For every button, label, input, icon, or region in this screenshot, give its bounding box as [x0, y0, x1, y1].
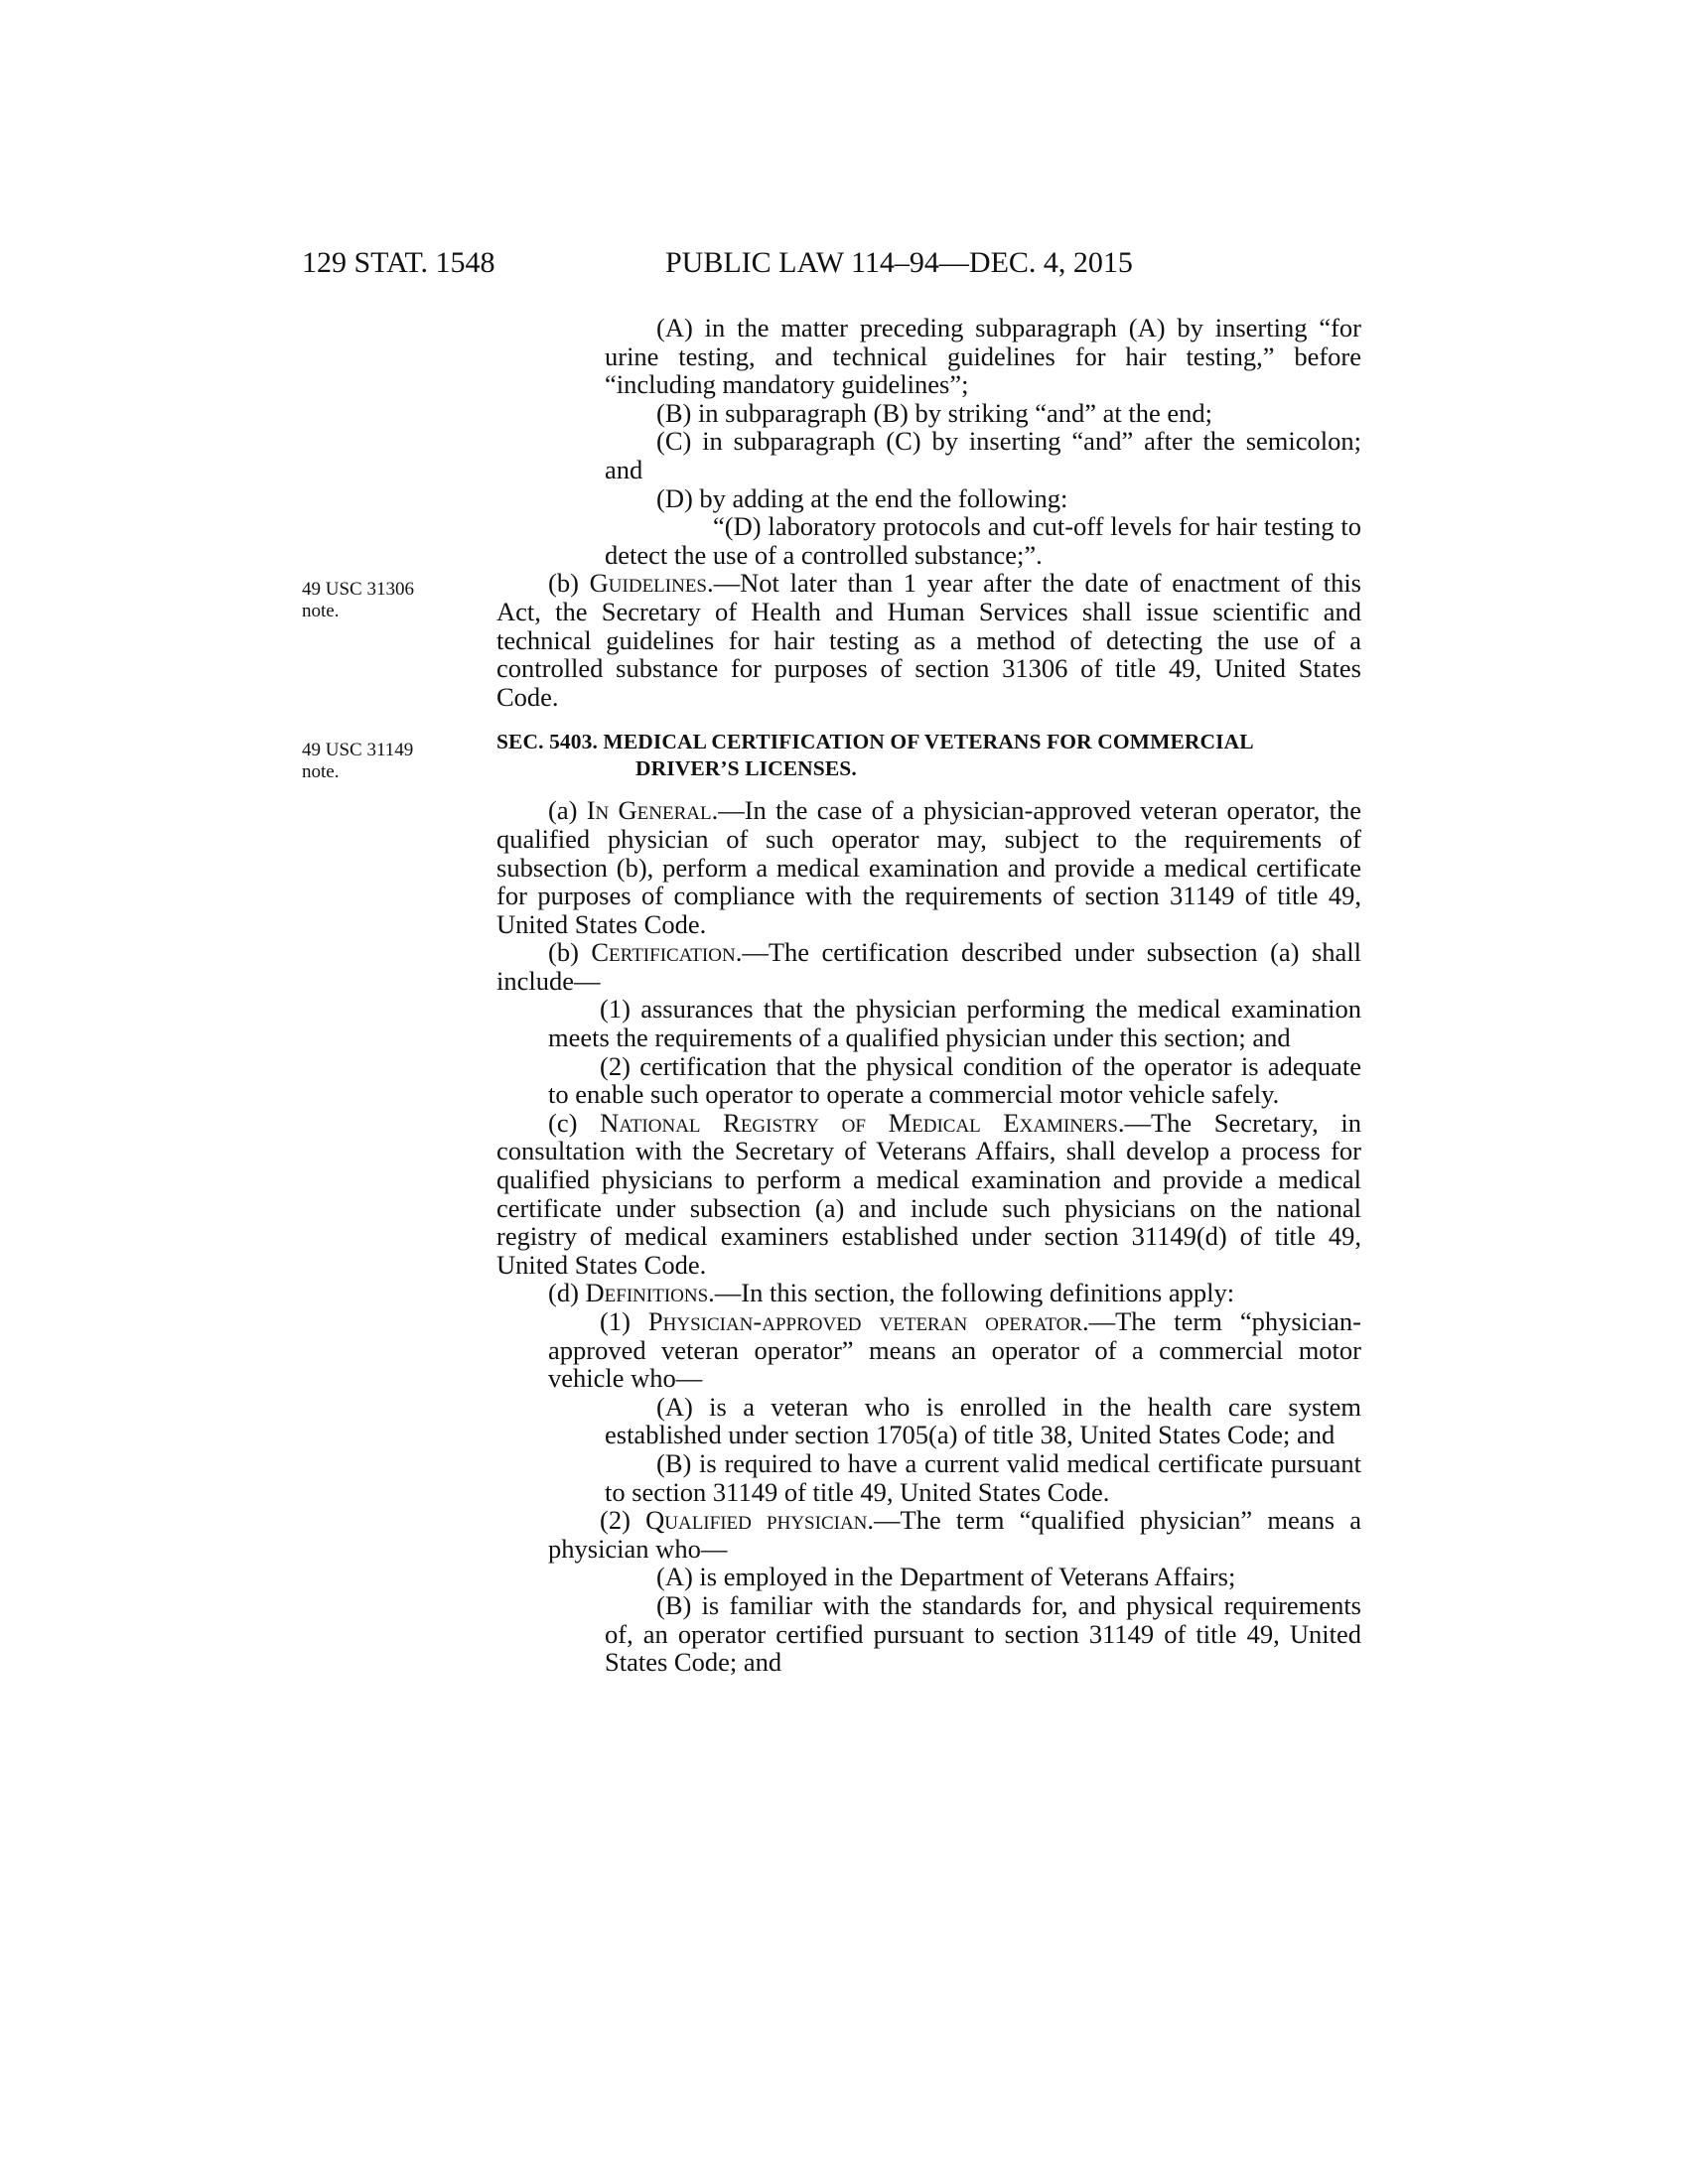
paragraph-heading: Certification — [591, 937, 736, 968]
margin-note-31306 — [302, 579, 451, 622]
paragraph-a-D-quote: “(D) laboratory protocols and cut-off levels for hair testing to detect the use of a controlled substance;”. — [605, 511, 1361, 570]
paragraph-text: .—Not later than 1 year after the date of enactment of this Act, the Secretary of Health and Human Services shall issue scientific and technical guidelines for hair testing as a method of detecting the use of a controlled substance for purposes of section 31306 of title 49, United States Code. — [496, 568, 1361, 712]
definition-2-A: (A) is employed in the Department of Veterans Affairs; — [656, 1562, 1236, 1592]
paragraph-label: (1) — [600, 1306, 648, 1336]
paragraph-heading: Definitions — [585, 1278, 709, 1308]
paragraph-heading: In General — [586, 795, 712, 826]
paragraph-certification — [496, 938, 1361, 995]
paragraph-text: .—In the case of a physician-approved veteran operator, the qualified physician of such operator may, subject to the requirements of subsection (b), perform a medical examination and provide a medical certificate for purposes of compliance with the requirements of section 31149 of title 49, United States Code. — [496, 795, 1361, 939]
definition-2 — [548, 1506, 1361, 1563]
margin-note-line: 49 USC 31306 — [302, 579, 414, 600]
paragraph-label: (b) — [548, 568, 590, 599]
margin-note-31149 — [302, 740, 451, 783]
paragraph-in-general — [496, 796, 1361, 938]
paragraph-national-registry — [496, 1109, 1361, 1280]
definition-1-A: (A) is a veteran who is enrolled in the health care system established under section 1705(a) of title 38, United States Code; and — [605, 1391, 1361, 1450]
paragraph-text: .—The term “physician-approved veteran operator” means an operator of a commercial motor vehicle who— — [548, 1306, 1361, 1394]
definition-2-B: (B) is familiar with the standards for, and physical requirements of, an operator certified pursuant to section 31149 of title 49, United States Code; and — [605, 1589, 1361, 1678]
paragraph-a-B: (B) in subparagraph (B) by striking “and” at the end; — [656, 397, 1213, 428]
definition-1-B: (B) is required to have a current valid medical certificate pursuant to section 31149 of title 49, United States Code. — [605, 1447, 1361, 1507]
paragraph-text: .—The term “qualified physician” means a physician who— — [548, 1505, 1361, 1564]
paragraph-a-D: (D) by adding at the end the following: — [656, 482, 1068, 513]
section-heading: SEC. 5403. MEDICAL CERTIFICATION OF VETERANS FOR COMMERCIAL DRIVER’S LICENSES. — [496, 730, 1253, 781]
paragraph-heading: National Registry of Medical Examiners — [600, 1107, 1118, 1138]
paragraph-label: (b) — [548, 937, 592, 968]
paragraph-label: (2) — [600, 1505, 646, 1536]
paragraph-b-guidelines — [496, 569, 1361, 711]
document-body — [496, 314, 1361, 1677]
page-header — [0, 246, 1688, 286]
paragraph-text: .—In this section, the following definitions apply: — [708, 1278, 1235, 1308]
paragraph-a-A: (A) in the matter preceding subparagraph (A) by inserting “for urine testing, and technical guidelines for hair testing,” before “including mandatory guidelines”; — [605, 313, 1361, 400]
paragraph-certification-2: (2) certification that the physical condition of the operator is adequate to enable such operator to operate a commercial motor vehicle safely. — [548, 1050, 1361, 1110]
margin-note-line: 49 USC 31149 — [302, 740, 414, 760]
stat-citation: 129 STAT. 1548 — [302, 246, 495, 279]
paragraph-certification-1: (1) assurances that the physician performing the medical examination meets the requirements of a qualified physician under this section; and — [548, 994, 1361, 1053]
paragraph-heading: Guidelines — [589, 568, 707, 599]
paragraph-label: (a) — [548, 795, 587, 826]
paragraph-text: .—The Secretary, in consultation with the Secretary of Veterans Affairs, shall develop a process for qualified physicians to perform a medical examination and provide a medical certificate under subsection (a) and include such physicians on the national registry of medical examiners established under section 31149(d) of title 49, United States Code. — [496, 1107, 1362, 1280]
margin-note-line: note. — [302, 601, 340, 621]
paragraph-label: (d) — [548, 1278, 586, 1308]
margin-note-line: note. — [302, 761, 340, 782]
paragraph-a-C: (C) in subparagraph (C) by inserting “and” after the semicolon; and — [605, 426, 1361, 484]
law-title: PUBLIC LAW 114–94—DEC. 4, 2015 — [665, 246, 1133, 279]
paragraph-label: (c) — [548, 1107, 601, 1138]
paragraph-heading: Qualified physician — [645, 1505, 868, 1536]
paragraph-text: .—The certification described under subsection (a) shall include— — [496, 937, 1362, 996]
paragraph-heading: Physician-approved veteran operator — [647, 1306, 1082, 1336]
definition-1 — [548, 1307, 1361, 1393]
paragraph-definitions — [496, 1279, 1361, 1307]
